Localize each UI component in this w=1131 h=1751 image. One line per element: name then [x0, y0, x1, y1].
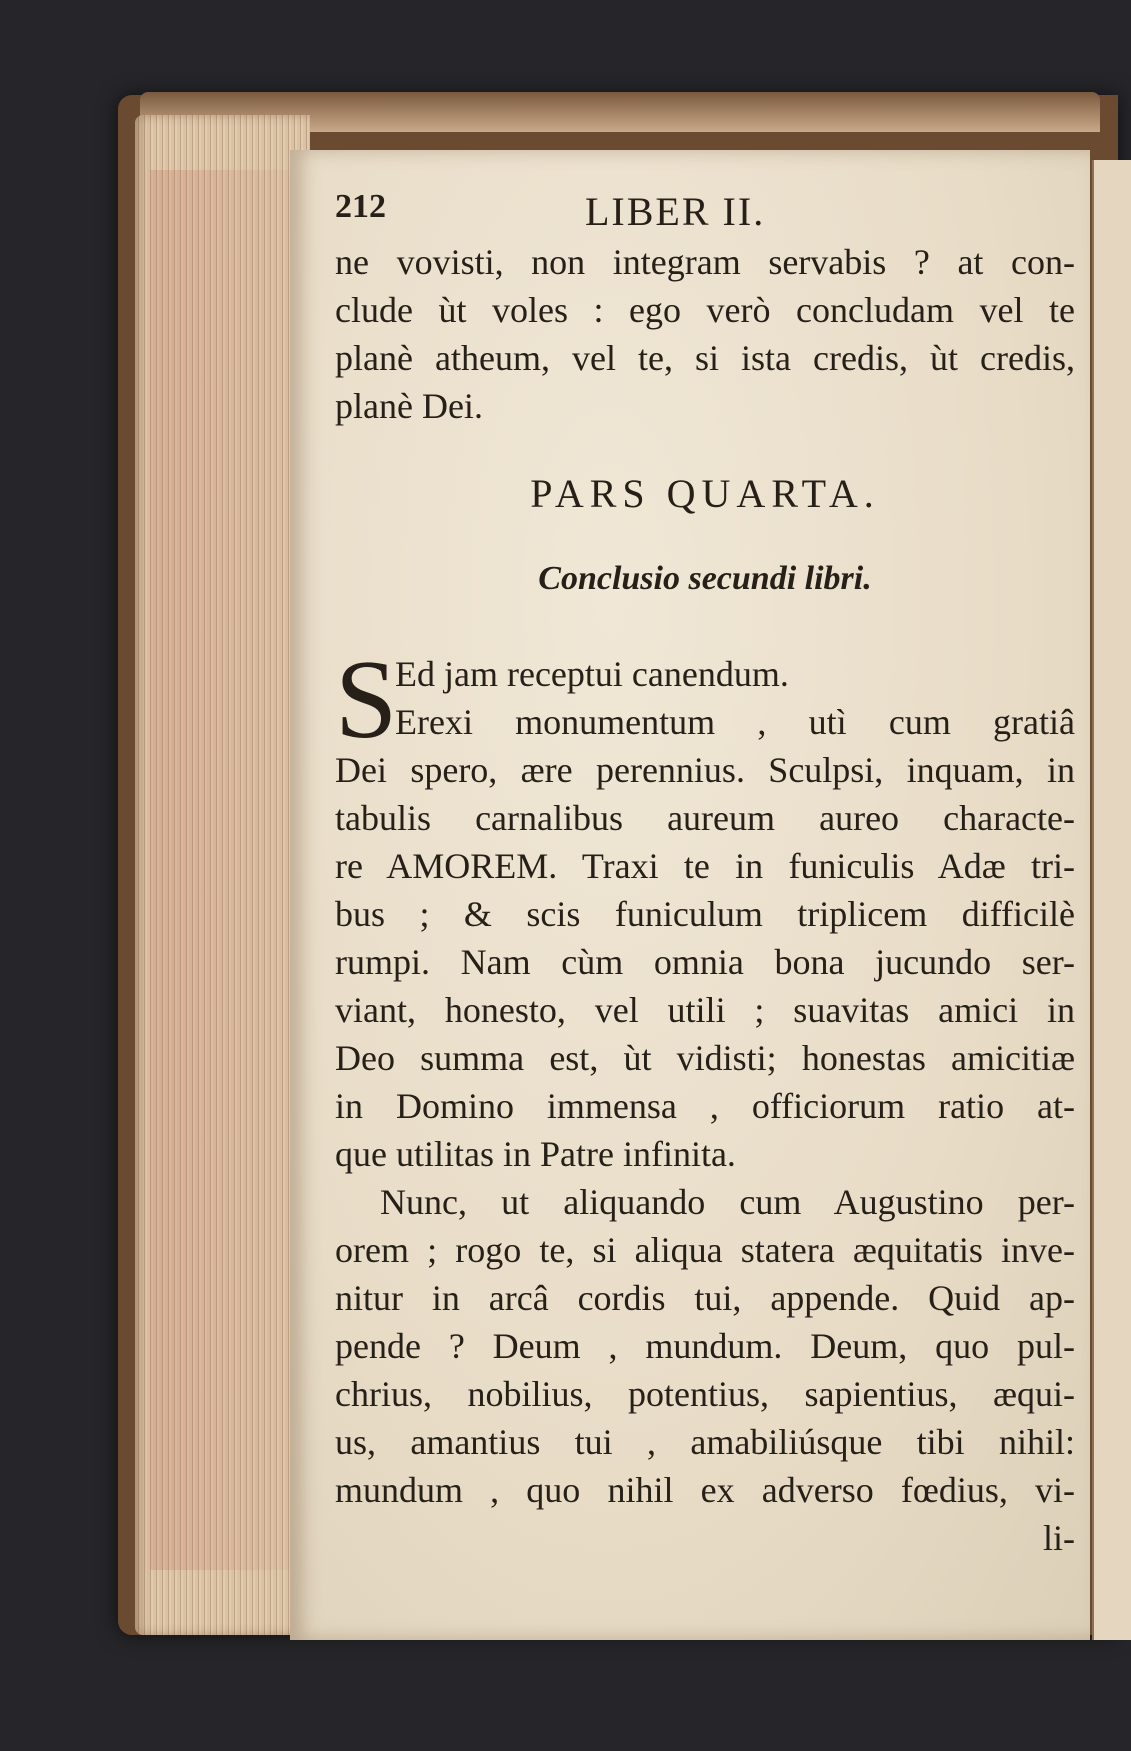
text-line: Deo summa est, ùt vidisti; honestas amicitiæ	[335, 1038, 1075, 1078]
folio-number: 212	[335, 188, 386, 225]
section-subtitle: Conclusio secundi libri.	[538, 560, 872, 597]
facing-page-edge	[1092, 160, 1131, 1640]
text-line: Ed jam receptui canendum.	[395, 654, 789, 694]
text-line: que utilitas in Patre infinita.	[335, 1134, 736, 1174]
second-paragraph	[335, 1178, 1075, 1562]
page-text	[335, 188, 1075, 1562]
text-line: clude ùt voles : ego verò concludam vel te	[335, 290, 1075, 330]
text-line: nitur in arcâ cordis tui, appende. Quid ap-	[335, 1278, 1075, 1318]
text-line: viant, honesto, vel utili ; suavitas amici in	[335, 990, 1075, 1030]
text-line: chrius, nobilius, potentius, sapientius, æqui-	[335, 1374, 1075, 1414]
text-line: bus ; & scis funiculum triplicem difficilè	[335, 894, 1075, 934]
text-line: pende ? Deum , mundum. Deum, quo pul-	[335, 1326, 1075, 1366]
opening-lines	[335, 238, 1075, 430]
text-line: planè Dei.	[335, 386, 483, 426]
page-header	[335, 188, 1075, 238]
text-line: orem ; rogo te, si aliqua statera æquitatis inve-	[335, 1230, 1075, 1270]
text-line: planè atheum, vel te, si ista credis, ùt credis,	[335, 338, 1075, 378]
text-line: Erexi monumentum , utì cum gratiâ	[395, 702, 1075, 742]
text-line: re AMOREM. Traxi te in funiculis Adæ tri-	[335, 846, 1075, 886]
text-line: Nunc, ut aliquando cum Augustino per-	[380, 1182, 1075, 1222]
text-line: Dei spero, ære perennius. Sculpsi, inquam, in	[335, 750, 1075, 790]
text-line: us, amantius tui , amabiliúsque tibi nihil:	[335, 1422, 1075, 1462]
drop-capital: S	[335, 638, 398, 762]
first-paragraph	[335, 638, 1075, 1178]
text-line: tabulis carnalibus aureum aureo characte-	[335, 798, 1075, 838]
catchword: li-	[1043, 1518, 1075, 1558]
text-line: rumpi. Nam cùm omnia bona jucundo ser-	[335, 942, 1075, 982]
text-line: in Domino immensa , officiorum ratio at-	[335, 1086, 1075, 1126]
text-line: mundum , quo nihil ex adverso fœdius, vi-	[335, 1470, 1075, 1510]
running-title: LIBER II.	[585, 189, 766, 234]
edge-stain	[150, 170, 290, 1570]
text-line: ne vovisti, non integram servabis ? at con-	[335, 242, 1075, 282]
part-title: PARS QUARTA.	[530, 471, 880, 516]
